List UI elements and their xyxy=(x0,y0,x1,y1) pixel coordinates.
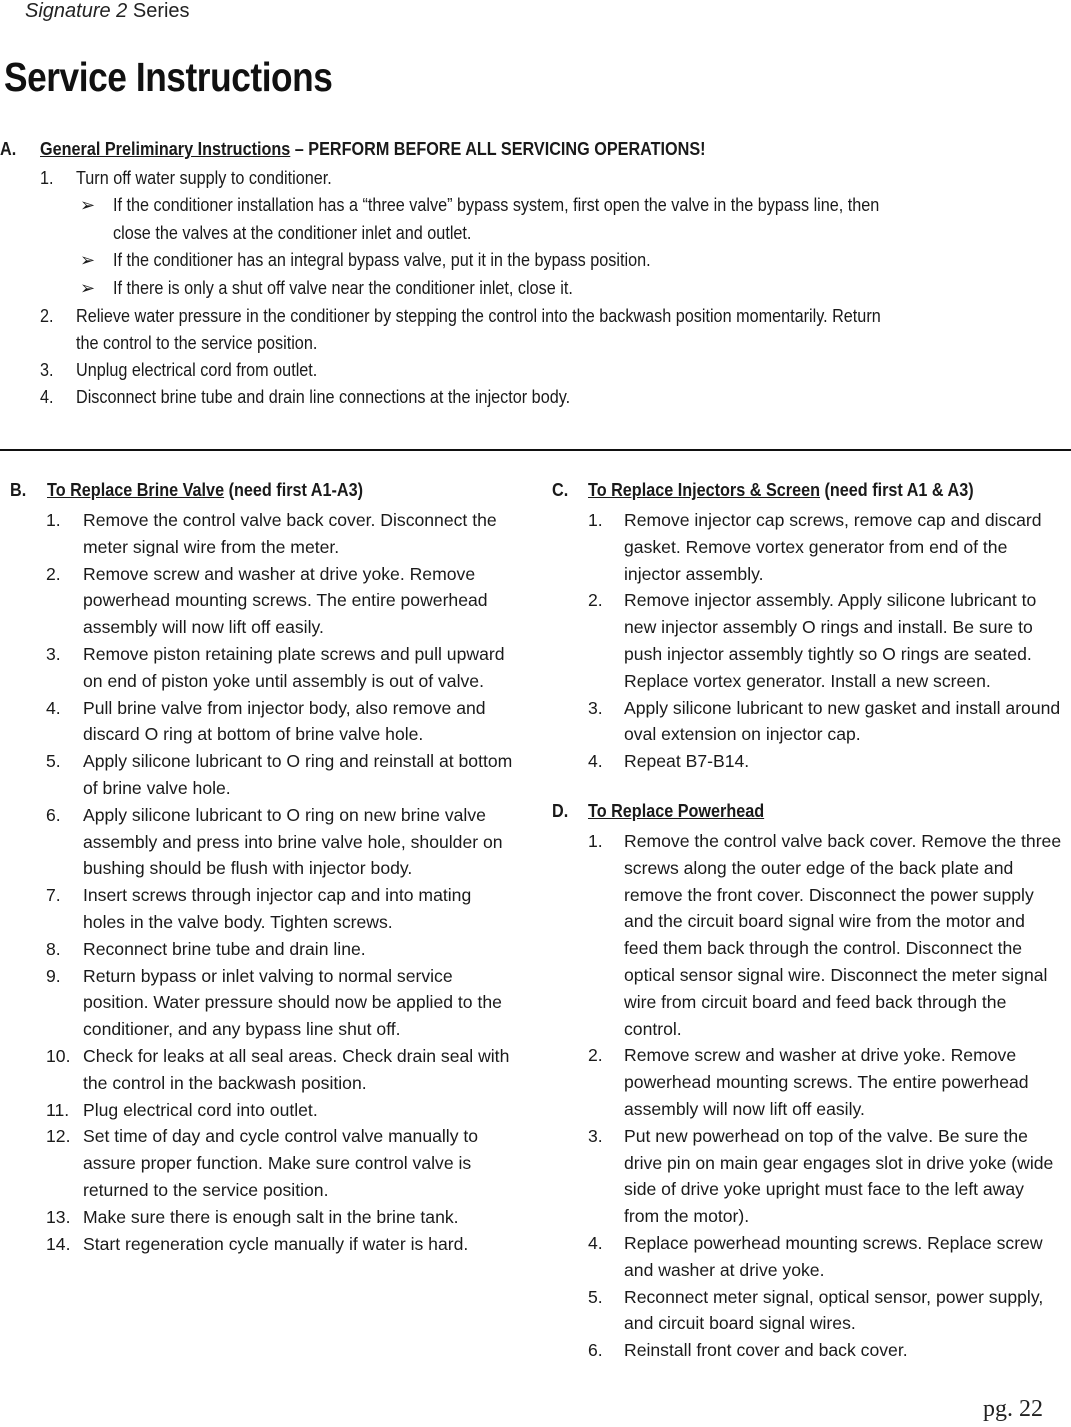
section-c-heading xyxy=(540,480,1071,507)
step-number: 1. xyxy=(46,510,61,530)
step-text: Reconnect meter signal, optical sensor, power supply, and circuit board signal wires. xyxy=(624,1286,1044,1334)
section-title: To Replace Brine Valve xyxy=(47,480,225,500)
step-number: 3. xyxy=(588,1125,603,1146)
section-letter: C. xyxy=(552,480,569,500)
step-number: 6. xyxy=(46,804,61,825)
list-item xyxy=(0,1231,520,1258)
section-letter: B. xyxy=(10,480,27,500)
step-number: 4. xyxy=(40,387,54,407)
step-text: Repeat B7-B14. xyxy=(624,751,750,772)
step-text: Reconnect brine tube and drain line. xyxy=(83,938,366,959)
step-number: 5. xyxy=(588,1286,603,1307)
bullet-text-line: close the valves at the conditioner inlet and outlet. xyxy=(113,222,472,243)
step-number: 5. xyxy=(46,751,61,772)
step-number: 13. xyxy=(46,1206,71,1227)
section-title-suffix: (need first A1-A3) xyxy=(224,480,364,500)
bullet-text-line: If there is only a shut off valve near the conditioner inlet, close it. xyxy=(113,278,573,298)
step-number: 1. xyxy=(588,510,603,530)
list-item xyxy=(0,748,520,802)
step-number: 3. xyxy=(40,360,54,380)
section-b-heading xyxy=(0,480,520,507)
step-number: 8. xyxy=(46,938,61,959)
list-item xyxy=(0,882,520,936)
section-d-steps xyxy=(540,828,1071,1364)
step-text: Remove screw and washer at drive yoke. Remove powerhead mounting screws. The entire powerhead assembly will now lift off easily. xyxy=(624,1045,1029,1119)
list-item xyxy=(540,1284,1071,1338)
step-number: 1. xyxy=(588,830,603,851)
list-item xyxy=(0,357,1071,384)
section-title: To Replace Powerhead xyxy=(588,800,765,821)
section-divider xyxy=(0,449,1071,451)
bullet-item xyxy=(0,192,1071,247)
section-title-suffix: (need first A1 & A3) xyxy=(819,480,974,500)
section-b xyxy=(0,480,520,1257)
step-text: Check for leaks at all seal areas. Check drain seal with the control in the backwash position. xyxy=(83,1045,510,1093)
step-text: Remove injector assembly. Apply silicone lubricant to new injector assembly O rings and install. Be sure to push injector assembly tightly so O rings are seated. Replace vortex generator. Install a new screen. xyxy=(624,590,1037,691)
list-item xyxy=(0,384,1071,411)
step-text: Make sure there is enough salt in the brine tank. xyxy=(83,1206,459,1227)
list-item xyxy=(540,828,1071,1042)
list-item xyxy=(0,936,520,963)
bullet-text-line: If the conditioner installation has a “three valve” bypass system, first open the valve in the bypass line, then xyxy=(113,195,880,215)
step-number: 3. xyxy=(588,697,603,718)
step-number: 4. xyxy=(46,697,61,718)
step-text: Pull brine valve from injector body, also remove and discard O ring at bottom of brine valve hole. xyxy=(83,697,486,745)
section-title: To Replace Injectors & Screen xyxy=(588,480,820,500)
step-number: 2. xyxy=(588,1045,603,1066)
list-item xyxy=(0,561,520,641)
step-text: Remove injector cap screws, remove cap and discard gasket. Remove vortex generator from end of the injector assembly. xyxy=(624,510,1042,584)
list-item xyxy=(540,695,1071,749)
step-number: 12. xyxy=(46,1126,71,1147)
list-item xyxy=(0,1097,520,1124)
step-number: 3. xyxy=(46,643,61,664)
step-text: Reinstall front cover and back cover. xyxy=(624,1340,908,1361)
list-item xyxy=(540,507,1071,587)
step-number: 9. xyxy=(46,965,61,986)
step-number: 14. xyxy=(46,1233,71,1254)
section-letter: D. xyxy=(552,800,569,821)
list-item xyxy=(0,1204,520,1231)
list-item xyxy=(0,802,520,882)
page-title: Service Instructions xyxy=(4,54,333,100)
step-number: 10. xyxy=(46,1045,71,1066)
step-number: 4. xyxy=(588,1232,603,1253)
section-title-suffix: – PERFORM BEFORE ALL SERVICING OPERATIONS! xyxy=(290,139,706,159)
list-item xyxy=(0,1043,520,1097)
section-title: General Preliminary Instructions xyxy=(40,139,291,159)
step-text: Remove piston retaining plate screws and pull upward on end of piston yoke until assembly is out of valve. xyxy=(83,643,505,691)
bullet-item xyxy=(0,247,1071,275)
list-item xyxy=(0,507,520,561)
arrow-bullet-icon: ➢ xyxy=(80,278,96,298)
step-number: 6. xyxy=(588,1340,603,1361)
step-number: 2. xyxy=(46,563,61,584)
section-a-heading xyxy=(0,139,1071,165)
section-c xyxy=(540,480,1071,1364)
step-text-line: Unplug electrical cord from outlet. xyxy=(76,360,318,380)
step-number: 2. xyxy=(40,306,54,326)
step-text-line: Disconnect brine tube and drain line connections at the injector body. xyxy=(76,387,571,407)
step-text: Apply silicone lubricant to O ring and reinstall at bottom of brine valve hole. xyxy=(83,751,513,798)
list-item xyxy=(540,587,1071,694)
step-text: Turn off water supply to conditioner. xyxy=(76,168,332,188)
bullet-item xyxy=(0,275,1071,303)
arrow-bullet-icon: ➢ xyxy=(80,195,96,215)
list-item xyxy=(540,1230,1071,1284)
step-text: Put new powerhead on top of the valve. Be sure the drive pin on main gear engages slot in drive yoke (wide side of drive yoke upright must face to the left away from the motor). xyxy=(624,1125,1054,1227)
list-item xyxy=(540,1337,1071,1364)
step-number: 2. xyxy=(588,590,603,611)
step-number: 4. xyxy=(588,751,603,772)
series-suffix: Series xyxy=(127,0,190,22)
step-text: Apply silicone lubricant to new gasket and install around oval extension on injector cap. xyxy=(624,697,1061,745)
section-c-steps xyxy=(540,507,1071,775)
step-text: Return bypass or inlet valving to normal service position. Water pressure should now be applied to the conditioner, and any bypass line shut off. xyxy=(83,965,502,1040)
step-number: 1. xyxy=(40,168,54,188)
list-item xyxy=(540,1042,1071,1122)
step-text: Remove the control valve back cover. Remove the three screws along the outer edge of the back plate and remove the front cover. Disconnect the power supply and the circuit board signal wire from the motor and feed them back through the control. Disconnect the optical sensor signal wire. Disconnect the meter signal wire from circuit board and feed back through the control. xyxy=(624,830,1062,1039)
list-item xyxy=(540,748,1071,775)
section-b-steps xyxy=(0,507,520,1257)
step-text: Start regeneration cycle manually if water is hard. xyxy=(83,1233,469,1254)
step-text: Replace powerhead mounting screws. Replace screw and washer at drive yoke. xyxy=(624,1232,1043,1280)
step-number: 11. xyxy=(46,1099,70,1120)
list-item xyxy=(0,303,1071,357)
list-item xyxy=(0,641,520,695)
step-text: Apply silicone lubricant to O ring on new brine valve assembly and press into brine valve hole, shoulder on bushing should be flush with injector body. xyxy=(83,804,503,879)
list-item xyxy=(0,963,520,1043)
step-number: 7. xyxy=(46,885,61,906)
step-text: Remove screw and washer at drive yoke. Remove powerhead mounting screws. The entire powerhead assembly will now lift off easily. xyxy=(83,563,488,638)
bullet-text-line: If the conditioner has an integral bypass valve, put it in the bypass position. xyxy=(113,250,651,270)
list-item xyxy=(0,695,520,749)
step-text-line: the control to the service position. xyxy=(76,333,318,353)
page-number: pg. 22 xyxy=(983,1396,1043,1422)
series-name: Signature 2 xyxy=(25,0,128,22)
step-text: Plug electrical cord into outlet. xyxy=(83,1099,318,1120)
step-text-line: Relieve water pressure in the conditioner by stepping the control into the backwash position momentarily. Return xyxy=(76,306,881,326)
series-label xyxy=(25,0,190,23)
arrow-bullet-icon: ➢ xyxy=(80,250,96,270)
step-text: Set time of day and cycle control valve manually to assure proper function. Make sure control valve is returned to the service position. xyxy=(83,1126,479,1200)
section-a xyxy=(0,139,1071,411)
section-d-heading xyxy=(540,801,1071,828)
list-item xyxy=(0,1123,520,1203)
list-item xyxy=(0,165,1071,192)
step-text: Remove the control valve back cover. Disconnect the meter signal wire from the meter. xyxy=(83,510,497,557)
list-item xyxy=(540,1123,1071,1230)
section-letter: A. xyxy=(0,139,17,159)
step-text: Insert screws through injector cap and into mating holes in the valve body. Tighten screws. xyxy=(83,885,472,932)
